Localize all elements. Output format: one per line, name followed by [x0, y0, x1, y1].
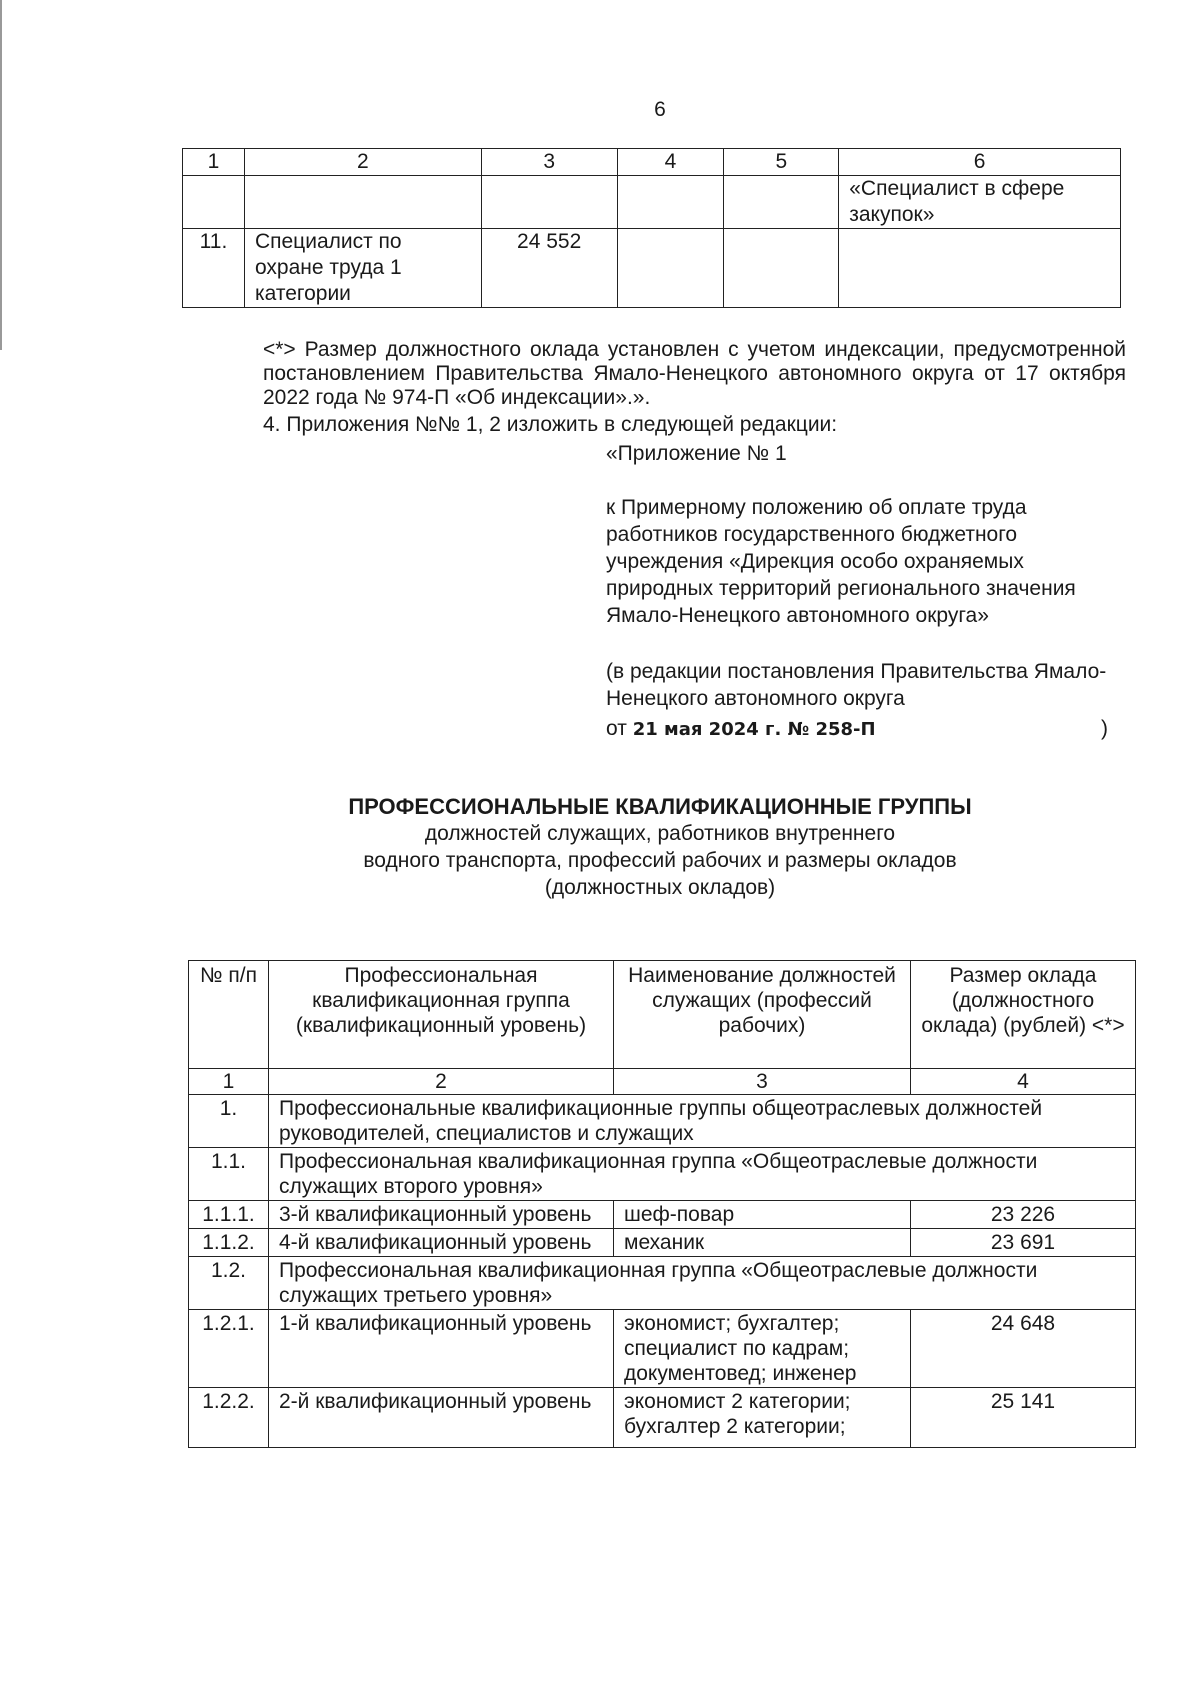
item-4: 4. Приложения №№ 1, 2 изложить в следующей редакции:	[263, 413, 838, 436]
row-number: 1.1.1.	[189, 1201, 269, 1229]
group-title: Профессиональная квалификационная группа «Общеотраслевые должности служащих третьего уровня»	[269, 1257, 1136, 1310]
col-number: 2	[244, 149, 481, 176]
group-row	[189, 1148, 1136, 1201]
row-number: 1.2.2.	[189, 1388, 269, 1448]
closing-paren: )	[1101, 717, 1108, 740]
table-row	[189, 1229, 1136, 1257]
table-cell	[724, 176, 839, 229]
qualification-level: 1-й квалификационный уровень	[269, 1310, 614, 1388]
column-header: Наименование должностей служащих (профессий рабочих)	[614, 961, 911, 1069]
table-row	[183, 229, 1121, 308]
table-row	[189, 1388, 1136, 1448]
row-number: 1.1.2.	[189, 1229, 269, 1257]
table-row	[189, 1310, 1136, 1388]
group-title: Профессиональная квалификационная группа «Общеотраслевые должности служащих второго уровня»	[269, 1148, 1136, 1201]
footnote-paragraph	[193, 338, 1126, 410]
from-label: от	[606, 717, 627, 740]
col-number: 6	[839, 149, 1121, 176]
table-cell	[617, 229, 724, 308]
row-number: 1.	[189, 1095, 269, 1148]
table-cell	[183, 176, 245, 229]
document-heading	[200, 793, 1120, 901]
group-row	[189, 1095, 1136, 1148]
heading-bold: ПРОФЕССИОНАЛЬНЫЕ КВАЛИФИКАЦИОННЫЕ ГРУППЫ	[348, 794, 972, 819]
decree-date-number: 21 мая 2024 г. № 258-П	[632, 719, 876, 740]
row-number: 1.2.	[189, 1257, 269, 1310]
col-number: 2	[269, 1069, 614, 1095]
qualification-groups-table	[188, 960, 1136, 1448]
appendix-edition: (в редакции постановления Правительства Ямало-Ненецкого автономного округа	[606, 660, 1107, 710]
positions: экономист; бухгалтер; специалист по кадрам; документовед; инженер	[614, 1310, 911, 1388]
table-row	[189, 1201, 1136, 1229]
scan-edge	[0, 0, 2, 350]
table-cell	[839, 229, 1121, 308]
salary-value: 23 691	[911, 1229, 1136, 1257]
salary-value: 24 648	[911, 1310, 1136, 1388]
appendix-date-line	[606, 715, 1126, 743]
group-title: Профессиональные квалификационные группы общеотраслевых должностей руководителей, специалистов и служащих	[269, 1095, 1136, 1148]
appendix-title: «Приложение № 1	[606, 442, 787, 465]
row-number: 1.2.1.	[189, 1310, 269, 1388]
salary-value: 25 141	[911, 1388, 1136, 1448]
column-header: Размер оклада (должностного оклада) (рублей) <*>	[911, 961, 1136, 1069]
qualification-level: 2-й квалификационный уровень	[269, 1388, 614, 1448]
heading-line: должностей служащих, работников внутреннего	[424, 822, 896, 845]
table-cell	[724, 229, 839, 308]
table-row	[183, 176, 1121, 229]
group-row	[189, 1257, 1136, 1310]
salary-value: 23 226	[911, 1201, 1136, 1229]
salary-table-continued	[182, 148, 1121, 308]
heading-line: (должностных окладов)	[544, 876, 776, 899]
col-number: 4	[911, 1069, 1136, 1095]
footnote-text: <*> Размер должностного оклада установлен с учетом индексации, предусмотренной постановлением Правительства Ямало-Ненецкого автономного округа от 17 октября 2022 года № 974-П «Об индексации».».	[263, 338, 1126, 409]
column-header: Профессиональная квалификационная группа (квалификационный уровень)	[269, 961, 614, 1069]
col-number: 5	[724, 149, 839, 176]
heading-line: водного транспорта, профессий рабочих и размеры окладов	[363, 849, 957, 872]
col-number: 1	[189, 1069, 269, 1095]
table-cell: «Специалист в сфере закупок»	[839, 176, 1121, 229]
column-header: № п/п	[189, 961, 269, 1069]
appendix-reference: к Примерному положению об оплате труда работников государственного бюджетного учреждения «Дирекция особо охраняемых природных территорий регионального значения Ямало-Ненецкого автономного округа»	[606, 496, 1076, 627]
positions: механик	[614, 1229, 911, 1257]
table-cell	[617, 176, 724, 229]
qualification-level: 4-й квалификационный уровень	[269, 1229, 614, 1257]
table-header-row	[183, 149, 1121, 176]
row-number: 11.	[183, 229, 245, 308]
col-number: 4	[617, 149, 724, 176]
position-name: Специалист по охране труда 1 категории	[244, 229, 481, 308]
positions: шеф-повар	[614, 1201, 911, 1229]
col-number: 3	[614, 1069, 911, 1095]
table-cell	[244, 176, 481, 229]
page-number: 6	[654, 98, 666, 121]
row-number: 1.1.	[189, 1148, 269, 1201]
col-number: 3	[481, 149, 617, 176]
qualification-level: 3-й квалификационный уровень	[269, 1201, 614, 1229]
positions: экономист 2 категории; бухгалтер 2 категории;	[614, 1388, 911, 1448]
table-cell	[481, 176, 617, 229]
column-numbers-row	[189, 1069, 1136, 1095]
salary-value: 24 552	[481, 229, 617, 308]
col-number: 1	[183, 149, 245, 176]
table-header-row	[189, 961, 1136, 1069]
